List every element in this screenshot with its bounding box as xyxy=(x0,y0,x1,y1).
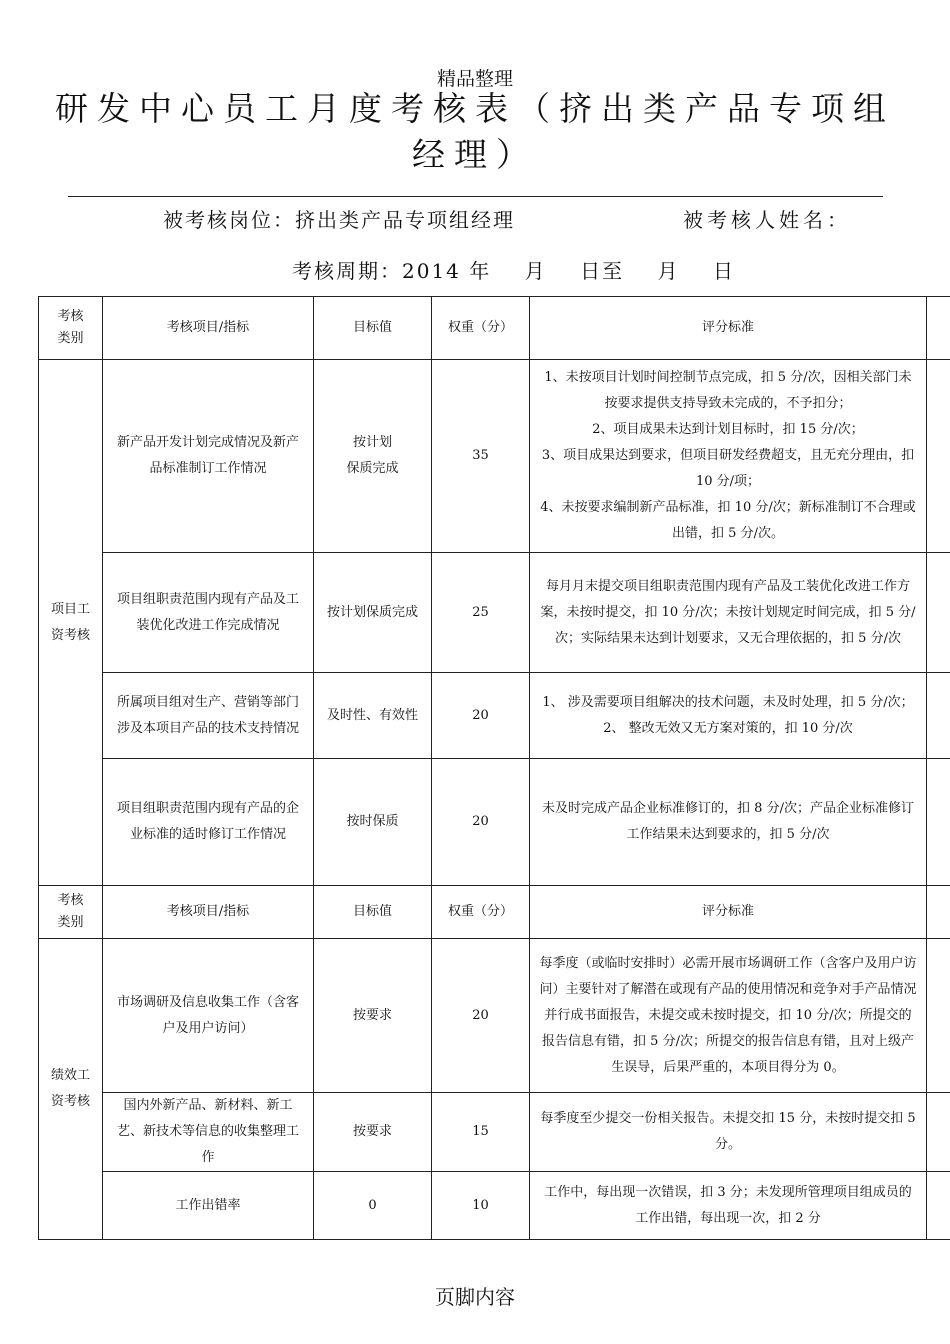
weight-cell: 15 xyxy=(432,1093,530,1172)
weight-cell: 10 xyxy=(432,1172,530,1240)
category-cell: 绩效工资考核 xyxy=(39,939,103,1240)
item-cell: 国内外新产品、新材料、新工艺、新技术等信息的收集整理工作 xyxy=(103,1093,314,1172)
header-target: 目标值 xyxy=(314,297,432,360)
criteria-cell: 1、 涉及需要项目组解决的技术问题，未及时处理，扣 5 分/次； 2、 整改无效又无方案对策的，扣 10 分/次 xyxy=(530,673,927,759)
title-divider xyxy=(68,196,883,197)
table-row xyxy=(39,553,950,673)
weight-cell: 20 xyxy=(432,673,530,759)
header-item: 考核项目/指标 xyxy=(103,297,314,360)
target-cell: 按要求 xyxy=(314,939,432,1093)
table-row xyxy=(39,939,950,1093)
page-title: 研发中心员工月度考核表（挤出类产品专项组经理） xyxy=(55,89,895,174)
item-cell: 市场调研及信息收集工作（含客户及用户访问） xyxy=(103,939,314,1093)
weight-cell: 20 xyxy=(432,759,530,886)
table-row xyxy=(39,759,950,886)
criteria-cell: 未及时完成产品企业标准修订的，扣 8 分/次；产品企业标准修订工作结果未达到要求的，扣 5 分/次 xyxy=(530,759,927,886)
header-criteria: 评分标准 xyxy=(530,297,927,360)
table-header-row xyxy=(39,297,950,360)
table-header-row xyxy=(39,886,950,939)
weight-cell: 35 xyxy=(432,360,530,553)
header-weight: 权重（分） xyxy=(432,886,530,939)
extra-cell xyxy=(927,360,950,553)
item-cell: 工作出错率 xyxy=(103,1172,314,1240)
target-cell: 按计划保质完成 xyxy=(314,553,432,673)
item-cell: 项目组职责范围内现有产品及工装优化改进工作完成情况 xyxy=(103,553,314,673)
table-row xyxy=(39,1172,950,1240)
header-weight: 权重（分） xyxy=(432,297,530,360)
criteria-cell: 工作中，每出现一次错误，扣 3 分；未发现所管理项目组成员的工作出错，每出现一次，扣 2 分 xyxy=(530,1172,927,1240)
header-category: 考核类别 xyxy=(39,297,103,360)
target-cell: 按时保质 xyxy=(314,759,432,886)
weight-cell: 20 xyxy=(432,939,530,1093)
item-cell: 新产品开发计划完成情况及新产品标准制订工作情况 xyxy=(103,360,314,553)
header-target: 目标值 xyxy=(314,886,432,939)
header-note: 精品整理 xyxy=(436,68,513,90)
target-cell: 按要求 xyxy=(314,1093,432,1172)
target-cell: 按计划 保质完成 xyxy=(314,360,432,553)
extra-cell xyxy=(927,939,950,1093)
header-category: 考核类别 xyxy=(39,886,103,939)
category-cell: 项目工资考核 xyxy=(39,360,103,886)
target-cell: 及时性、有效性 xyxy=(314,673,432,759)
table-row xyxy=(39,673,950,759)
criteria-cell: 每月月末提交项目组职责范围内现有产品及工装优化改进工作方案，未按时提交，扣 10 分/次；未按计划规定时间完成，扣 5 分/次；实际结果未达到计划要求，又无合理依据的，扣 5 分/次 xyxy=(530,553,927,673)
criteria-cell: 每季度至少提交一份相关报告。未提交扣 15 分，未按时提交扣 5 分。 xyxy=(530,1093,927,1172)
extra-cell xyxy=(927,1093,950,1172)
period-label: 考核周期：2014 年 月 日至 月 日 xyxy=(292,259,735,283)
criteria-cell: 1、未按项目计划时间控制节点完成，扣 5 分/次，因相关部门未按要求提供支持导致未完成的，不予扣分； 2、项目成果未达到计划目标时，扣 15 分/次； 3、项目成果达到要求，但项目研发经费超支，且无充分理由，扣 10 分/项； 4、未按要求编制新产品标准，扣 10 分/次；新标准制订不合理或出错，扣 5 分/次。 xyxy=(530,360,927,553)
extra-cell xyxy=(927,759,950,886)
extra-cell xyxy=(927,673,950,759)
header-criteria: 评分标准 xyxy=(530,886,927,939)
table-row xyxy=(39,1093,950,1172)
header-item: 考核项目/指标 xyxy=(103,886,314,939)
header-extra xyxy=(927,297,950,360)
criteria-cell: 每季度（或临时安排时）必需开展市场调研工作（含客户及用户访问）主要针对了解潜在或现有产品的使用情况和竞争对手产品情况并行成书面报告，未提交或未按时提交，扣 10 分/次；所提交的报告信息有错，扣 5 分/次；所提交的报告信息有错，且对上级产生误导，后果严重的，本项目得分为 0。 xyxy=(530,939,927,1093)
target-cell: 0 xyxy=(314,1172,432,1240)
item-cell: 项目组职责范围内现有产品的企业标准的适时修订工作情况 xyxy=(103,759,314,886)
name-label: 被考核人姓名： xyxy=(683,208,851,232)
table-row xyxy=(39,360,950,553)
extra-cell xyxy=(927,553,950,673)
weight-cell: 25 xyxy=(432,553,530,673)
page-footer: 页脚内容 xyxy=(435,1285,515,1309)
position-label: 被考核岗位：挤出类产品专项组经理 xyxy=(163,208,515,232)
assessment-table xyxy=(38,296,950,1240)
item-cell: 所属项目组对生产、营销等部门涉及本项目产品的技术支持情况 xyxy=(103,673,314,759)
header-extra xyxy=(927,886,950,939)
extra-cell xyxy=(927,1172,950,1240)
